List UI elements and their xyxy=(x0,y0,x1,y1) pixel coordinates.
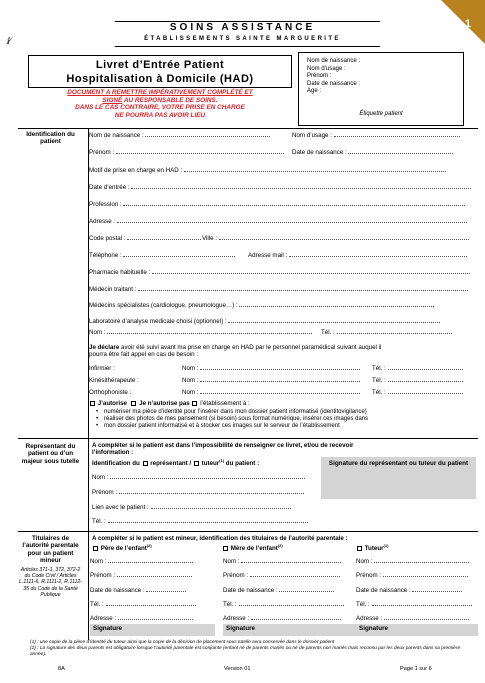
identification-label: Identification du patient xyxy=(26,131,75,146)
representant-tel[interactable]: Tél. : xyxy=(92,518,308,525)
not-authorise-checkbox[interactable] xyxy=(131,401,136,406)
pere-tel[interactable]: Tél. : xyxy=(90,601,196,608)
pere-date[interactable]: Date de naissance : xyxy=(90,587,186,594)
field-code-postal[interactable]: Code postal : xyxy=(89,235,201,242)
titulaires-section xyxy=(18,531,478,639)
brand-rule-bottom xyxy=(115,46,380,47)
field-telephone[interactable]: Téléphone : xyxy=(89,252,235,259)
footer-version: Version 01 xyxy=(224,666,251,672)
col-tuteur-title: Tuteur$^{(1)}$ xyxy=(356,543,388,552)
paramedic-kine[interactable]: Kinésithérapeute : xyxy=(89,377,139,384)
representant-checkbox[interactable] xyxy=(143,461,148,466)
warning-line2 xyxy=(28,97,292,105)
page-section-number: 1 xyxy=(464,18,471,30)
mere-signature[interactable]: Signature xyxy=(223,624,363,636)
field-medecin-traitant[interactable]: Médecin traitant : xyxy=(89,286,468,293)
representant-ident: Identification du représentant / tuteur$^{(1)}$ du patient : xyxy=(92,458,260,468)
field-pharmacie[interactable]: Pharmacie habituelle : xyxy=(89,269,470,276)
titulaires-intro: A compléter si le patient est mineur, identification des titulaires de l’autorité parentale : xyxy=(92,535,348,542)
pere-nom[interactable]: Nom : xyxy=(90,558,193,565)
representant-nom[interactable]: Nom : xyxy=(92,474,305,481)
representant-lien[interactable]: Lien avec le patient : xyxy=(92,504,291,511)
paramedic-infirmier[interactable]: Infirmier : xyxy=(89,365,115,372)
col-pere-title: Père de l’enfant$^{(2)}$ xyxy=(92,543,152,552)
warning-line2-rest: AU RESPONSABLE DE SOINS. xyxy=(122,96,218,104)
warning-signe: SIGNÉ xyxy=(102,96,123,104)
paramedic-infirmier-nom[interactable]: Nom : xyxy=(182,365,360,372)
paramedic-infirmier-tel[interactable]: Tél. : xyxy=(372,365,463,372)
etablissement-checkbox[interactable] xyxy=(192,401,197,406)
representant-label: Représentant du patient ou d’un majeur sous tutelle xyxy=(21,443,80,465)
mere-adresse[interactable]: Adresse : xyxy=(223,615,341,622)
tuteur-adresse[interactable]: Adresse : xyxy=(356,615,469,622)
brand-title: SOINS ASSISTANCE xyxy=(169,22,316,33)
field-adresse[interactable]: Adresse : xyxy=(89,218,467,225)
tuteur-date[interactable]: Date de naissance : xyxy=(356,587,462,594)
footer-code: 8A xyxy=(58,666,65,672)
document-title-line2: Hospitalisation à Domicile (HAD) xyxy=(66,73,254,85)
paramedic-kine-tel[interactable]: Tél. : xyxy=(372,377,463,384)
mere-checkbox[interactable] xyxy=(223,546,228,551)
mere-nom[interactable]: Nom : xyxy=(223,558,341,565)
pere-signature[interactable]: Signature xyxy=(90,624,215,636)
idbox-age: Age : xyxy=(307,88,322,94)
paramedic-kine-nom[interactable]: Nom : xyxy=(182,377,360,384)
idbox-nom-naissance: Nom de naissance : xyxy=(307,58,361,64)
field-labo-tel[interactable]: Tél. : xyxy=(321,329,452,336)
representant-section xyxy=(18,438,478,531)
authorisation-item-2: • réaliser des photos de mes pansement (si besoin) sous format numérique, insérer ces images dans xyxy=(94,416,479,423)
field-date-entree[interactable]: Date d’entrée : xyxy=(89,184,471,191)
field-labo-nom[interactable]: Nom : xyxy=(89,329,312,336)
authorisation-list xyxy=(94,409,479,430)
paramedic-ortho-tel[interactable]: Tél. : xyxy=(372,389,463,396)
field-adresse-mail[interactable]: Adresse mail : xyxy=(248,252,467,259)
tuteur-nom[interactable]: Nom : xyxy=(356,558,469,565)
mere-prenom[interactable]: Prénom : xyxy=(223,572,340,579)
idbox-etiquette: Étiquette patient xyxy=(359,110,403,117)
field-ville[interactable]: Ville : xyxy=(202,235,469,242)
idbox-prenom: Prénom : xyxy=(307,73,332,79)
paramedic-ortho-nom[interactable]: Nom : xyxy=(182,389,360,396)
section-divider xyxy=(88,439,89,532)
field-profession[interactable]: Profession : xyxy=(89,201,465,208)
handwritten-mark: ℹ⁄ xyxy=(6,36,11,46)
document-title xyxy=(28,55,292,88)
tuteur-prenom[interactable]: Prénom : xyxy=(356,572,468,579)
warning-line1: DOCUMENT A REMETTRE IMPÉRATIVEMENT COMPLÉTÉ ET xyxy=(67,89,253,96)
tuteur-checkbox[interactable] xyxy=(194,461,199,466)
authorisation-item-1: • numériser ma pièce d’identité pour l’insérer dans mon dossier patient informatisé (identitovigilance) xyxy=(94,409,479,416)
field-prenom[interactable]: Prénom : xyxy=(89,149,284,156)
representant-prenom[interactable]: Prénom : xyxy=(92,489,304,496)
declaration-line2: pourra être fait appel en cas de besoin : xyxy=(89,351,199,358)
tuteur2-checkbox[interactable] xyxy=(357,546,362,551)
field-laboratoire[interactable]: Laboratoire d’analyse médicale choisi (optionnel) : xyxy=(89,318,440,325)
pere-prenom[interactable]: Prénom : xyxy=(90,572,192,579)
idbox-date-naissance: Date de naissance : xyxy=(307,80,361,87)
warning-line4: NE POURRA PAS AVOIR LIEU xyxy=(114,111,206,119)
field-nom-usage[interactable]: Nom d’usage : xyxy=(292,132,460,139)
warning-line3: DANS LE CAS CONTRAIRE, VOTRE PRISE EN CHARGE xyxy=(75,104,245,112)
footnotes xyxy=(30,640,470,657)
field-date-naissance[interactable]: Date de naissance : xyxy=(292,149,453,156)
section-divider xyxy=(88,532,89,640)
idbox-nom-usage: Nom d’usage : xyxy=(307,65,346,72)
declaration-line1: Je déclare avoir été suivi avant ma prise en charge en HAD par le personnel paramédical suivant auquel il xyxy=(89,344,382,351)
paramedic-ortho[interactable]: Orthophoniste : xyxy=(89,389,132,396)
brand-subtitle: ÉTABLISSEMENTS SAINTE MARGUERITE xyxy=(144,36,341,42)
patient-label-box xyxy=(298,52,464,126)
document-title-line1: Livret d’Entrée Patient xyxy=(95,59,225,71)
tuteur-tel[interactable]: Tél. : xyxy=(356,601,472,608)
representant-signature-box[interactable]: Signature du représentant ou tuteur du patient xyxy=(321,457,476,499)
mere-date[interactable]: Date de naissance : xyxy=(223,587,334,594)
titulaires-label: Titulaires de l’autorité parentale pour un patient mineur Articles 371-1, 372, 372-2 du Code Civil / Articles L.1111-6, R.1111-2, R.1112-35 du Code de la Santé Publique xyxy=(19,535,82,599)
mere-tel[interactable]: Tél. : xyxy=(223,601,344,608)
footnote-1: (1) : une copie de la pièce d’identité du tuteur ainsi que la copie de la décision de placement sous tutelle sera conservée dans le dossier patient xyxy=(30,640,335,645)
tuteur-signature[interactable]: Signature xyxy=(356,624,478,636)
col-mere-title: Mère de l’enfant$^{(2)}$ xyxy=(222,543,283,552)
titulaires-articles: Articles 371-1, 372, 372-2 du Code Civil / Articles L.1111-6, R.1111-2, R.1112-35 du Code de la Santé Publique xyxy=(19,566,82,599)
pere-checkbox[interactable] xyxy=(93,546,98,551)
pere-adresse[interactable]: Adresse : xyxy=(90,615,193,622)
representant-intro: A compléter si le patient est dans l’impossibilité de renseigner ce livret, et/ou de recevoir l’information : xyxy=(92,442,354,457)
footer-page: Page 1 sur 6 xyxy=(400,666,432,672)
authorise-checkbox[interactable] xyxy=(90,401,95,406)
field-nom-naissance[interactable]: Nom de naissance : xyxy=(89,132,270,139)
field-specialistes[interactable]: Médecins spécialistes (cardiologue, pneumologue…) : xyxy=(89,302,434,309)
footnote-2: (2) : La signature des deux parents est obligatoire lorsque l’autorité parentale est conjointe (enfant né de parents mariés ou né de parents non mariés mais reconnu par les deux parents dans sa première année). xyxy=(30,645,461,657)
field-motif[interactable]: Motif de prise en charge en HAD : xyxy=(89,167,446,174)
warning-notice xyxy=(28,89,292,119)
identification-section xyxy=(18,128,478,438)
brand-header xyxy=(0,22,485,42)
authorise-line: J’autorise Je n’autorise pas l’établissement à : xyxy=(89,400,250,407)
authorisation-item-3: • mon dossier patient informatisé et à stocker ces images sur le serveur de l’établissement xyxy=(94,423,479,430)
